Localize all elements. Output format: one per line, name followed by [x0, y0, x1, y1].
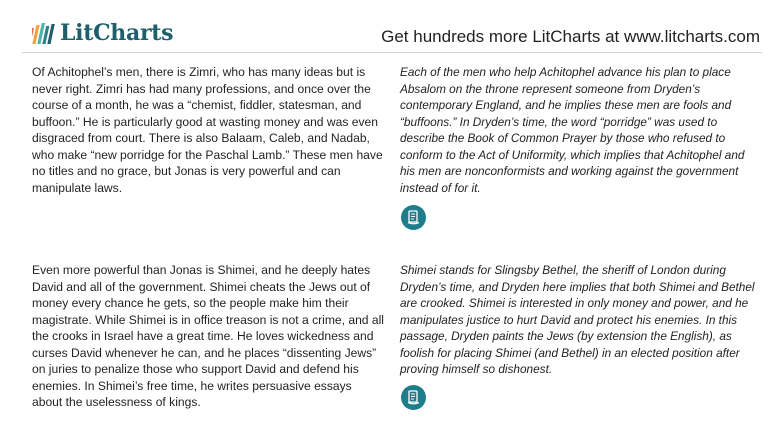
- analysis-text: Each of the men who help Achitophel advance his plan to place Absalom on the throne represent someone from Dryden’s contemporary England, and he implies these men are fools and “buffoons.” In Dryden’s time, the word “porridge” was used to describe the Book of Common Prayer by those who refused to conform to the Act of Uniformity, which implies that Achitophel and his men are nonconformists and working against the government instead of for it.: [400, 65, 745, 195]
- page-header: [0, 0, 784, 56]
- scroll-document-icon[interactable]: [401, 385, 426, 410]
- logo-text: LitCharts: [60, 20, 174, 46]
- analysis-text: Shimei stands for Slingsby Bethel, the sheriff of London during Dryden’s time, and Dryden here implies that both Shimei and Bethel are crooked. Shimei is interested in only money and power, and he manipulates justice to hurt David and protect his enemies. In this passage, Dryden paints the Jews (by extension the English), as foolish for placing Shimei (and Bethel) in an elected position after proving himself so dishonest.: [400, 263, 755, 376]
- summary-text: Of Achitophel’s men, there is Zimri, who has many ideas but is never right. Zimri has had many professions, and once over the course of a month, he was a “chemist, fiddler, statesman, and buffoon.” He is particularly good at wasting money and was even disgraced from court. There is also Balaam, Caleb, and Nadab, who make “new porridge for the Paschal Lamb.” These men have no titles and no grace, but Jonas is very powerful and can manipulate laws.: [32, 65, 383, 195]
- summary-text: Even more powerful than Jonas is Shimei, and he deeply hates David and all of the government. Shimei cheats the Jews out of money every chance he gets, so the people make him their magistrate. While Shimei is in office treason is not a crime, and all the crooks in Israel have a great time. He loves wickedness and curses David whenever he can, and he places “dissenting Jews” on juries to penalize those who support David and defend his enemies. In Shimei’s free time, he writes persuasive essays about the uselessness of kings.: [32, 263, 384, 409]
- scroll-document-icon[interactable]: [401, 205, 426, 230]
- litcharts-logo[interactable]: [32, 22, 173, 44]
- scroll-document-glyph-icon: [407, 390, 420, 405]
- header-divider: [22, 52, 762, 53]
- scroll-document-glyph-icon: [407, 210, 420, 225]
- header-tagline: Get hundreds more LitCharts at www.litcharts.com: [381, 27, 760, 46]
- logo-bars-icon: [32, 22, 56, 44]
